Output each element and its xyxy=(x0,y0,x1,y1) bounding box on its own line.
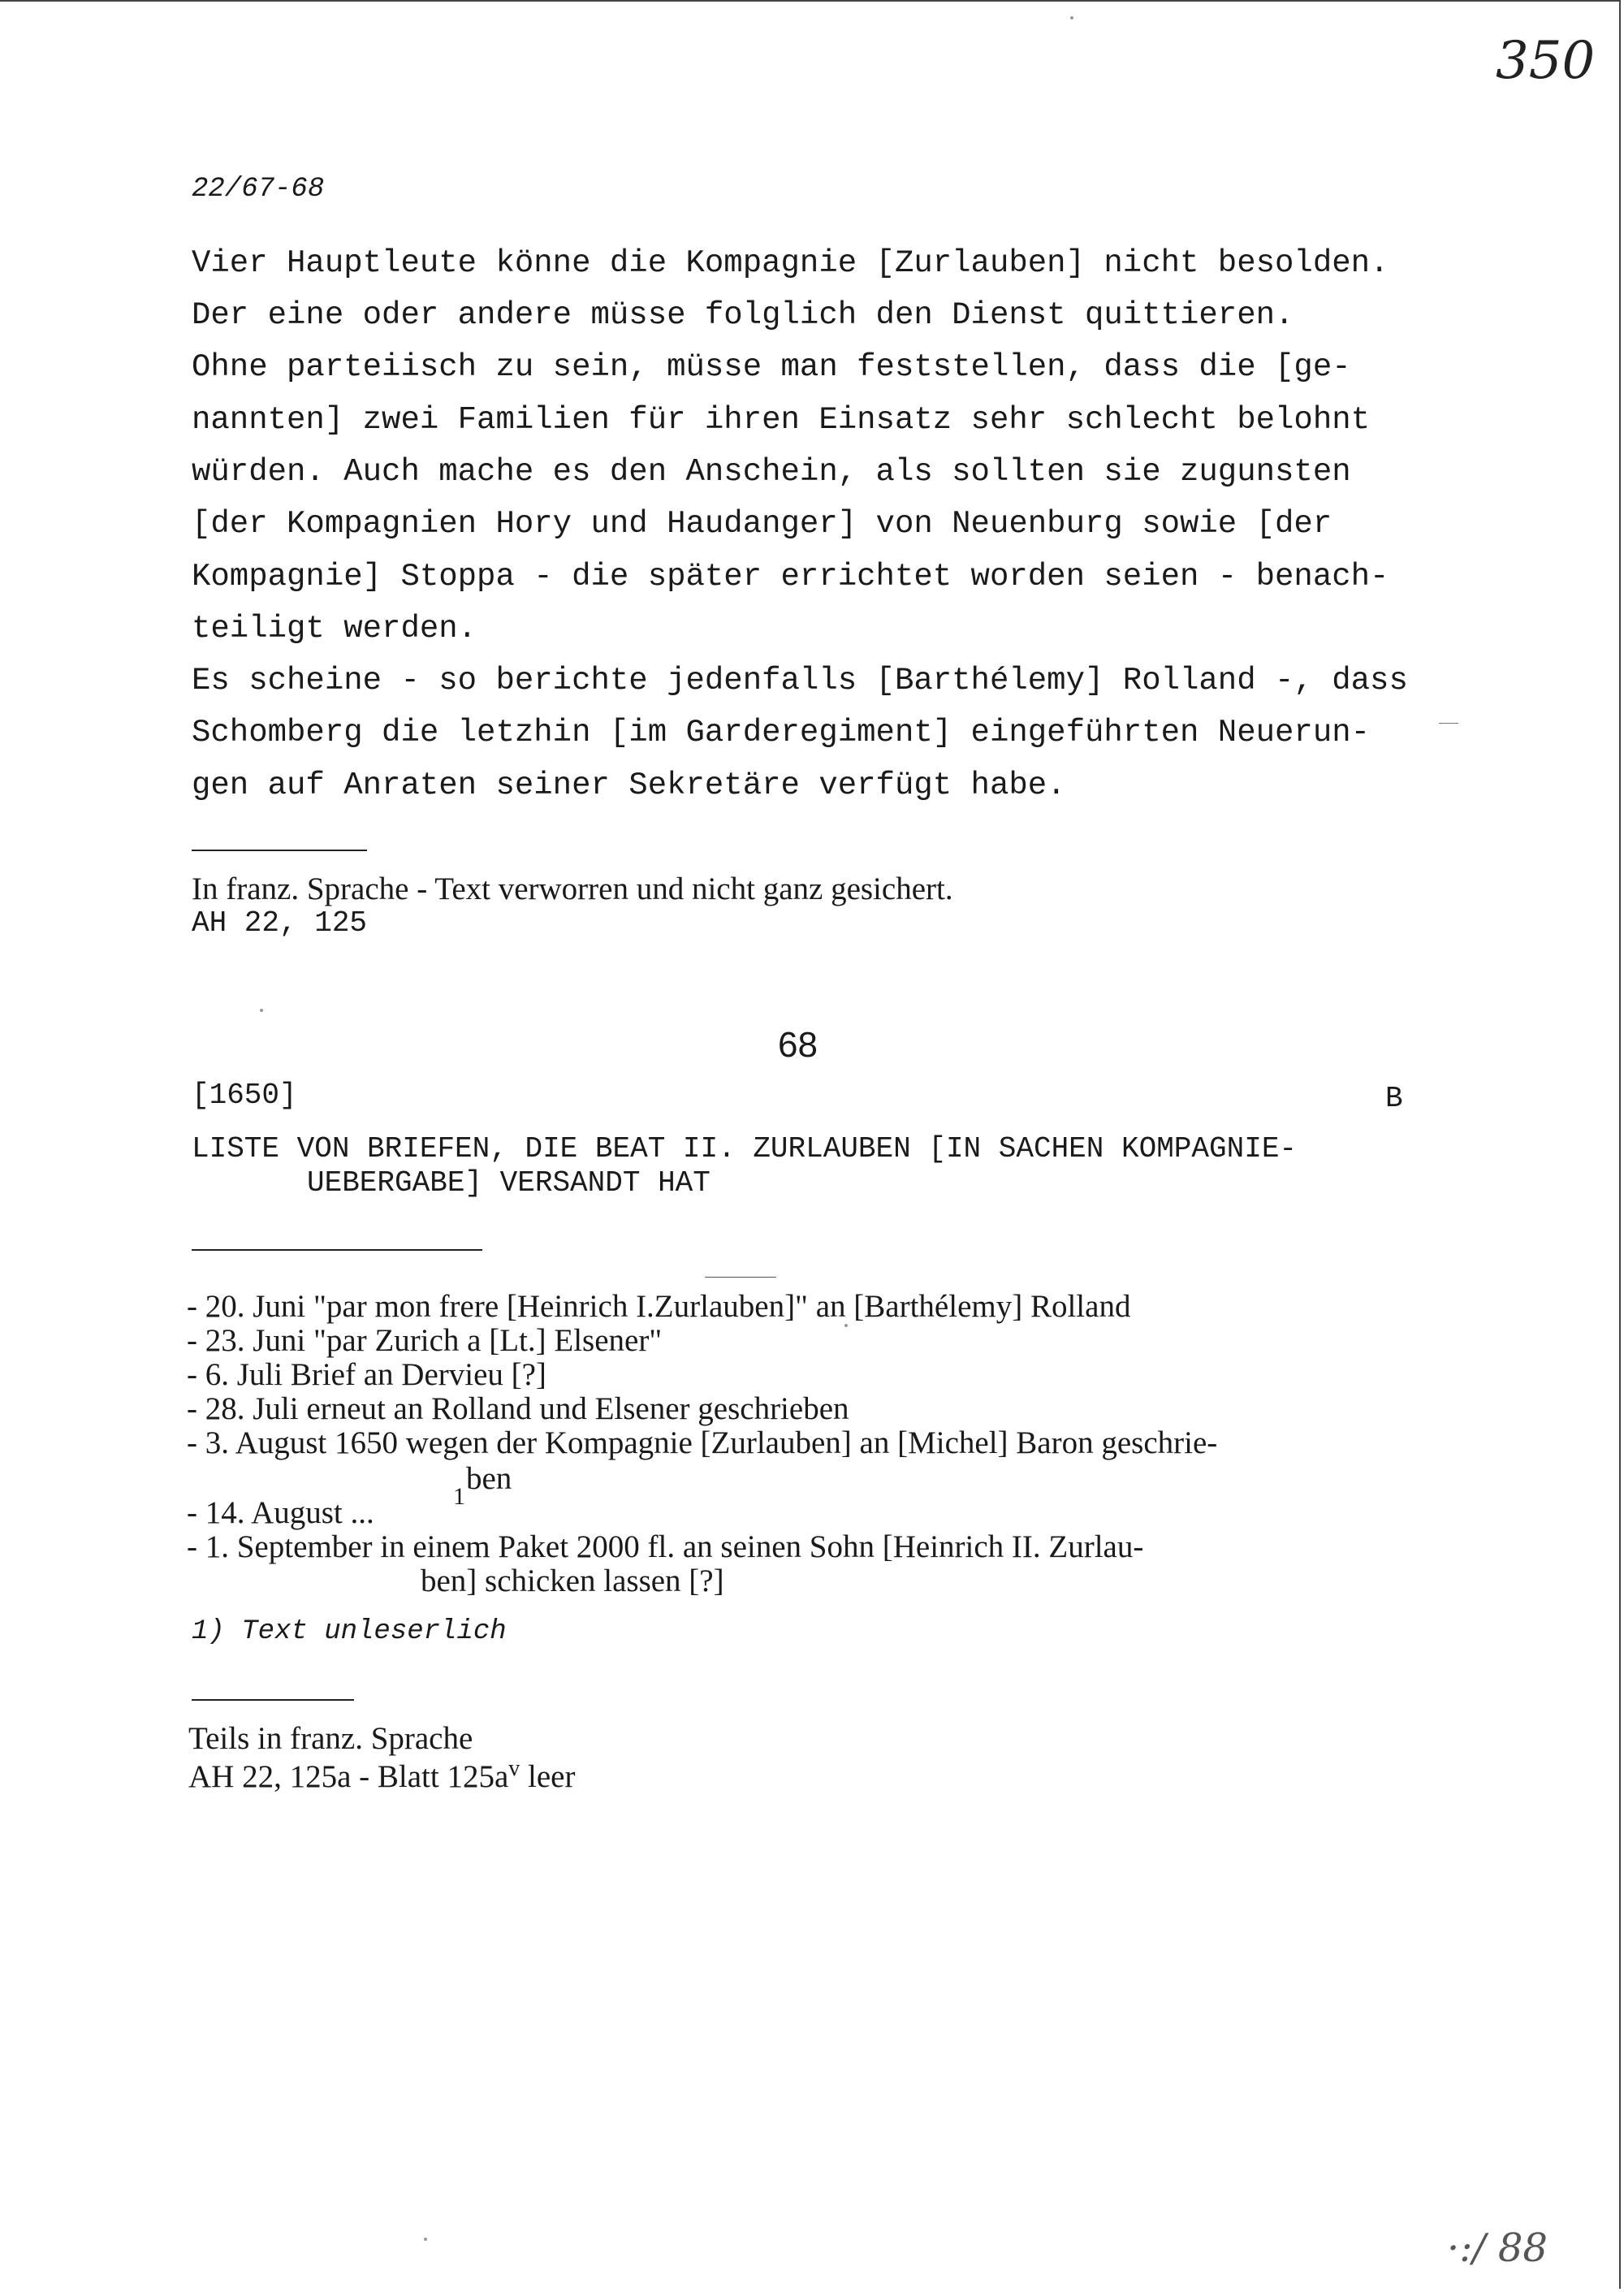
entry-date: [1650] xyxy=(192,1079,297,1112)
document-reference: 22/67-68 xyxy=(192,174,325,205)
source-note-reference-text: AH 22, 125a - Blatt 125a xyxy=(188,1759,509,1794)
source-note-reference: AH 22, 125 xyxy=(192,906,368,940)
entry-number: 68 xyxy=(778,1025,818,1065)
separator-rule xyxy=(192,1699,354,1701)
body-line: Schomberg die letzhin [im Garderegiment] eingeführten Neuerun- xyxy=(192,715,1371,750)
source-note-language: Teils in franz. Sprache xyxy=(188,1721,473,1756)
body-line: Der eine oder andere müsse folglich den Dienst quittieren. xyxy=(192,297,1294,333)
list-item: - 23. Juni "par Zurich a [Lt.] Elsener" xyxy=(187,1323,663,1358)
stray-mark xyxy=(1439,723,1458,724)
handwritten-archive-mark: ·:/ 88 xyxy=(1447,2225,1548,2271)
body-line: gen auf Anraten seiner Sekretäre verfügt habe. xyxy=(192,768,1066,803)
body-line: Ohne parteiisch zu sein, müsse man feststellen, dass die [ge- xyxy=(192,349,1351,385)
list-item: - 3. August 1650 wegen der Kompagnie [Zurlauben] an [Michel] Baron geschrie- xyxy=(187,1425,1218,1460)
list-item: - 14. August ... xyxy=(187,1495,374,1530)
scan-speck xyxy=(1070,16,1073,19)
handwritten-page-number: 350 xyxy=(1496,31,1596,91)
list-item: - 1. September in einem Paket 2000 fl. an seinen Sohn [Heinrich II. Zurlau- xyxy=(187,1529,1144,1564)
scan-speck xyxy=(260,1009,263,1012)
body-line: teiligt werden. xyxy=(192,611,477,647)
source-note-reference xyxy=(188,1756,575,1795)
body-line: Vier Hauptleute könne die Kompagnie [Zurlauben] nicht besolden. xyxy=(192,245,1389,281)
list-item: - 20. Juni "par mon frere [Heinrich I.Zurlauben]" an [Barthélemy] Rolland xyxy=(187,1289,1131,1324)
scan-speck xyxy=(424,2238,427,2241)
body-line: würden. Auch mache es den Anschein, als sollten sie zugunsten xyxy=(192,454,1351,490)
list-item: - 28. Juli erneut an Rolland und Elsener geschrieben xyxy=(187,1391,849,1426)
body-line: nannten] zwei Familien für ihren Einsatz sehr schlecht belohnt xyxy=(192,402,1371,438)
stray-mark xyxy=(705,1277,776,1278)
list-item-continued: ben] schicken lassen [?] xyxy=(421,1563,724,1598)
body-line: [der Kompagnien Hory und Haudanger] von Neuenburg sowie [der xyxy=(192,506,1332,542)
list-item-continued: ben xyxy=(466,1461,512,1496)
footnote-text: 1) Text unleserlich xyxy=(192,1616,507,1647)
separator-rule xyxy=(192,1249,482,1251)
entry-title: LISTE VON BRIEFEN, DIE BEAT II. ZURLAUBEN [IN SACHEN KOMPAGNIE- xyxy=(192,1132,1298,1165)
footnote-marker: 1 xyxy=(453,1483,465,1510)
source-note-language: In franz. Sprache - Text verworren und nicht ganz gesichert. xyxy=(192,871,953,906)
entry-letter: B xyxy=(1385,1082,1403,1115)
separator-rule xyxy=(192,850,367,851)
body-line: Es scheine - so berichte jedenfalls [Barthélemy] Rolland -, dass xyxy=(192,663,1408,698)
verso-superscript: v xyxy=(508,1756,520,1781)
body-line: Kompagnie] Stoppa - die später errichtet worden seien - benach- xyxy=(192,559,1389,595)
entry-title-continued: UEBERGABE] VERSANDT HAT xyxy=(307,1166,710,1200)
source-note-reference-end: leer xyxy=(528,1759,576,1794)
list-item: - 6. Juli Brief an Dervieu [?] xyxy=(187,1357,546,1392)
